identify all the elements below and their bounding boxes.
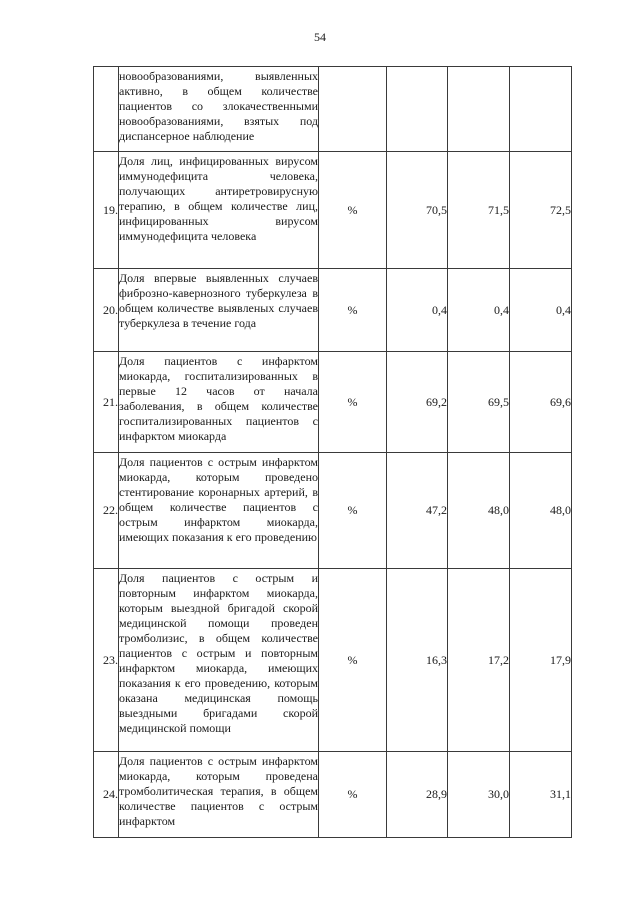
unit-cell: % [319, 569, 387, 752]
value-year-2: 71,5 [448, 152, 510, 269]
indicator-description: Доля пациентов с острым инфарктом миокарда, которым проведена тромболитическая терапия, в общем количестве пациентов с острым инфарктом [119, 752, 319, 838]
table-row [94, 352, 572, 453]
value-year-2: 30,0 [448, 752, 510, 838]
indicator-description: новообразованиями, выявленных активно, в общем количестве пациентов со злокачественными новообразованиями, взятых под диспансерное наблюдение [119, 67, 319, 152]
unit-cell [319, 67, 387, 152]
value-year-3: 31,1 [510, 752, 572, 838]
value-year-1: 16,3 [387, 569, 448, 752]
row-number [94, 67, 119, 152]
value-year-2: 69,5 [448, 352, 510, 453]
row-number: 22. [94, 453, 119, 569]
value-year-1: 0,4 [387, 269, 448, 352]
unit-cell: % [319, 152, 387, 269]
indicator-description: Доля впервые выявленных случаев фиброзно-кавернозного туберкулеза в общем количестве выявленых случаев туберкулеза в течение года [119, 269, 319, 352]
indicator-description: Доля пациентов с острым инфарктом миокарда, которым проведено стентирование коронарных артерий, в общем количестве пациентов с острым инфарктом миокарда, имеющих показания к его проведению [119, 453, 319, 569]
indicator-description: Доля лиц, инфицированных вирусом иммунодефицита человека, получающих антиретровирусную терапию, в общем количестве лиц, инфицированных вирусом иммунодефицита человека [119, 152, 319, 269]
value-year-1: 69,2 [387, 352, 448, 453]
unit-cell: % [319, 453, 387, 569]
row-number: 21. [94, 352, 119, 453]
table-row [94, 67, 572, 152]
value-year-1: 70,5 [387, 152, 448, 269]
table-row [94, 152, 572, 269]
value-year-3 [510, 67, 572, 152]
value-year-1: 47,2 [387, 453, 448, 569]
unit-cell: % [319, 269, 387, 352]
unit-cell: % [319, 752, 387, 838]
value-year-3: 0,4 [510, 269, 572, 352]
indicator-description: Доля пациентов с инфарктом миокарда, госпитализированных в первые 12 часов от начала заболевания, в общем количестве госпитализированных пациентов с инфарктом миокарда [119, 352, 319, 453]
value-year-2 [448, 67, 510, 152]
table-row [94, 752, 572, 838]
page-number: 54 [314, 30, 326, 44]
table-row [94, 569, 572, 752]
indicators-table [93, 66, 572, 838]
value-year-3: 69,6 [510, 352, 572, 453]
unit-cell: % [319, 352, 387, 453]
value-year-1 [387, 67, 448, 152]
row-number: 20. [94, 269, 119, 352]
row-number: 19. [94, 152, 119, 269]
value-year-2: 17,2 [448, 569, 510, 752]
table-row [94, 269, 572, 352]
value-year-3: 72,5 [510, 152, 572, 269]
value-year-1: 28,9 [387, 752, 448, 838]
row-number: 24. [94, 752, 119, 838]
value-year-3: 17,9 [510, 569, 572, 752]
table-row [94, 453, 572, 569]
value-year-2: 48,0 [448, 453, 510, 569]
indicator-description: Доля пациентов с острым и повторным инфарктом миокарда, которым выездной бригадой скорой медицинской помощи проведен тромболизис, в общем количестве пациентов с острым и повторным инфарктом миокарда, имеющих показания к его проведению, которым оказана медицинская помощь выездными бригадами скорой медицинской помощи [119, 569, 319, 752]
value-year-3: 48,0 [510, 453, 572, 569]
value-year-2: 0,4 [448, 269, 510, 352]
row-number: 23. [94, 569, 119, 752]
